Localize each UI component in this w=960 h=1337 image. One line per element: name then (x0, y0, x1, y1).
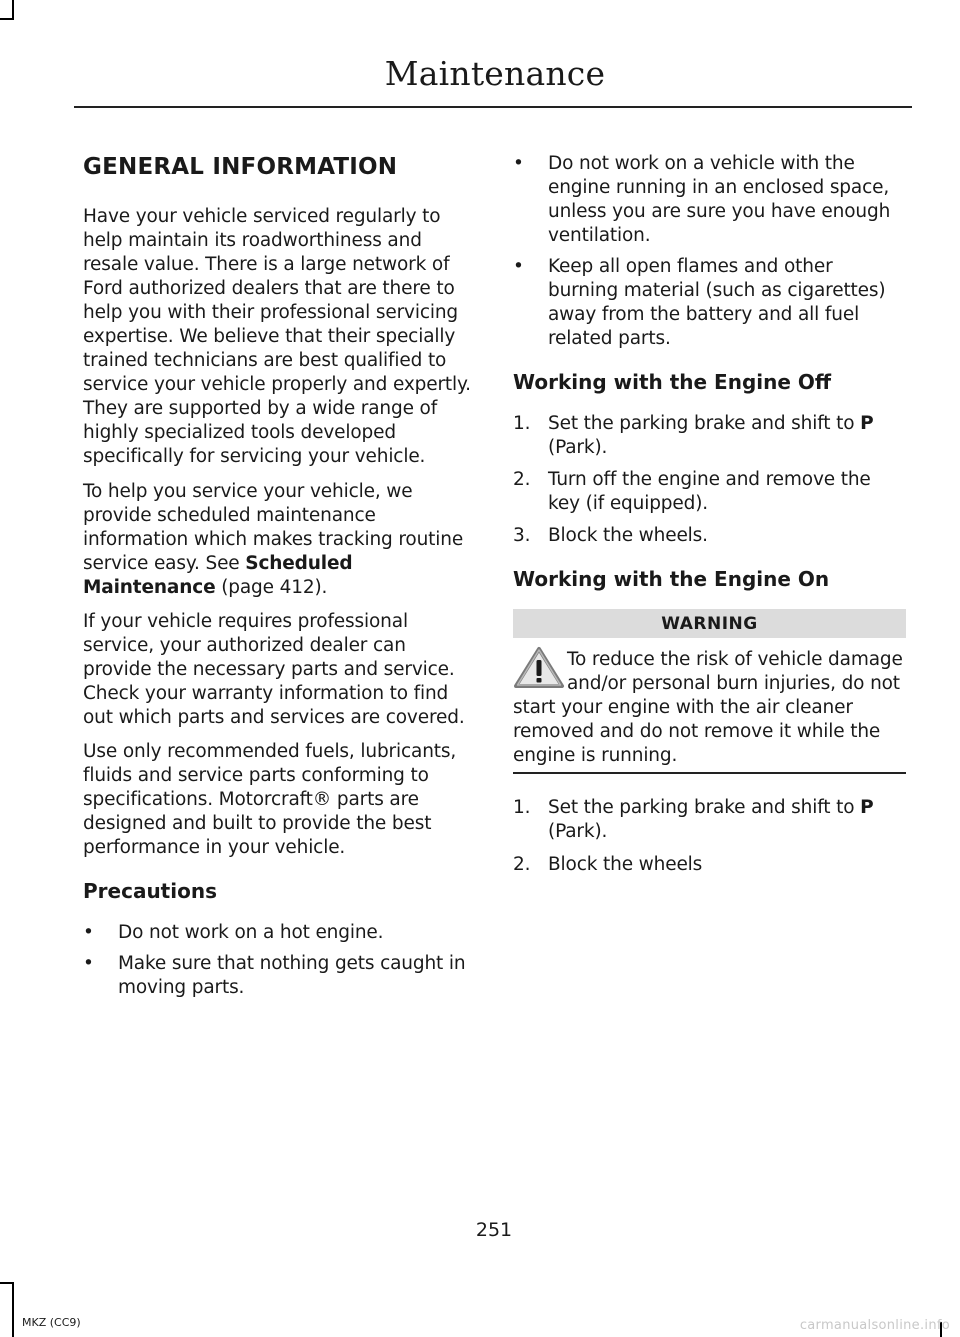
recommended-parts-paragraph: Use only recommended fuels, lubricants, fluids and service parts conforming to specifications. Motorcraft® parts are designed and built to provide the best performance in your vehicle. (83, 741, 457, 858)
paragraph-text: To help you service your vehicle, we provide scheduled maintenance information which makes tracking routine service easy. See (83, 481, 464, 574)
numbered-step (513, 524, 906, 548)
warning-label: WARNING (513, 609, 906, 638)
step-text (548, 412, 906, 460)
page-number: 251 (475, 1219, 513, 1241)
crop-mark (0, 1282, 14, 1284)
step-text-part: Set the parking brake and shift to (548, 797, 861, 818)
numbered-step (513, 853, 906, 877)
list-item (513, 152, 906, 248)
gear-position: P (860, 797, 874, 818)
bullet: • (83, 922, 94, 943)
bullet: • (513, 256, 524, 277)
model-code: MKZ (CC9) (22, 1316, 81, 1329)
list-item (83, 952, 478, 1000)
list-item-text: Make sure that nothing gets caught in moving parts. (118, 953, 466, 998)
intro-paragraph: Have your vehicle serviced regularly to help maintain its roadworthiness and resale value. There is a large network of Ford authorized dealers that are there to help you with their professional servicing expertise. We believe that their specially trained technicians are best qualified to service your vehicle properly and expertly. They are supported by a wide range of highly specialized tools developed specifically for servicing your vehicle. (83, 206, 471, 467)
professional-service-paragraph: If your vehicle requires professional service, your authorized dealer can provide the necessary parts and service. Check your warranty information to find out which parts and services are covered. (83, 611, 465, 728)
step-number: 2. (513, 469, 531, 490)
list-item-text: Do not work on a vehicle with the engine running in an enclosed space, unless you are sure you have enough ventilation. (548, 153, 891, 246)
step-number: 3. (513, 525, 531, 546)
engine-off-heading: Working with the Engine Off (513, 370, 832, 394)
crop-mark (12, 0, 14, 18)
step-number: 2. (513, 854, 531, 875)
engine-on-heading: Working with the Engine On (513, 567, 830, 591)
crop-mark (0, 18, 14, 20)
step-text-part: (Park). (548, 437, 608, 458)
bullet: • (513, 153, 524, 174)
numbered-step (513, 468, 906, 516)
page-title: Maintenance (384, 54, 606, 93)
list-item-text: Keep all open flames and other burning material (such as cigarettes) away from the battery and all fuel related parts. (548, 256, 886, 349)
list-item (83, 921, 478, 945)
paragraph-text: (page 412). (215, 577, 328, 598)
scheduled-maintenance-paragraph (83, 480, 478, 600)
watermark: carmanualsonline.info (799, 1318, 950, 1333)
section-heading: GENERAL INFORMATION (83, 154, 398, 180)
warning-text-line: and/or personal burn injuries, do not (567, 673, 900, 694)
warning-divider (513, 772, 906, 774)
header-divider (74, 106, 912, 108)
step-text (548, 796, 906, 844)
step-number: 1. (513, 413, 531, 434)
step-text: Block the wheels. (548, 525, 708, 546)
step-text-part: Set the parking brake and shift to (548, 413, 861, 434)
crop-mark (12, 1282, 14, 1337)
scheduled-maintenance-link[interactable]: Scheduled Maintenance (83, 553, 353, 598)
warning-text (513, 648, 906, 768)
step-text-part: (Park). (548, 821, 608, 842)
numbered-step (513, 796, 906, 844)
warning-text-line: To reduce the risk of vehicle damage (567, 649, 903, 670)
gear-position: P (860, 413, 874, 434)
list-item (513, 255, 906, 351)
warning-text-line: start your engine with the air cleaner removed and do not remove it while the engine is running. (513, 697, 881, 766)
list-item-text: Do not work on a hot engine. (118, 922, 384, 943)
step-text: Turn off the engine and remove the key (if equipped). (548, 469, 871, 514)
numbered-step (513, 412, 906, 460)
step-number: 1. (513, 797, 531, 818)
precautions-heading: Precautions (83, 879, 217, 903)
bullet: • (83, 953, 94, 974)
step-text: Block the wheels (548, 854, 703, 875)
